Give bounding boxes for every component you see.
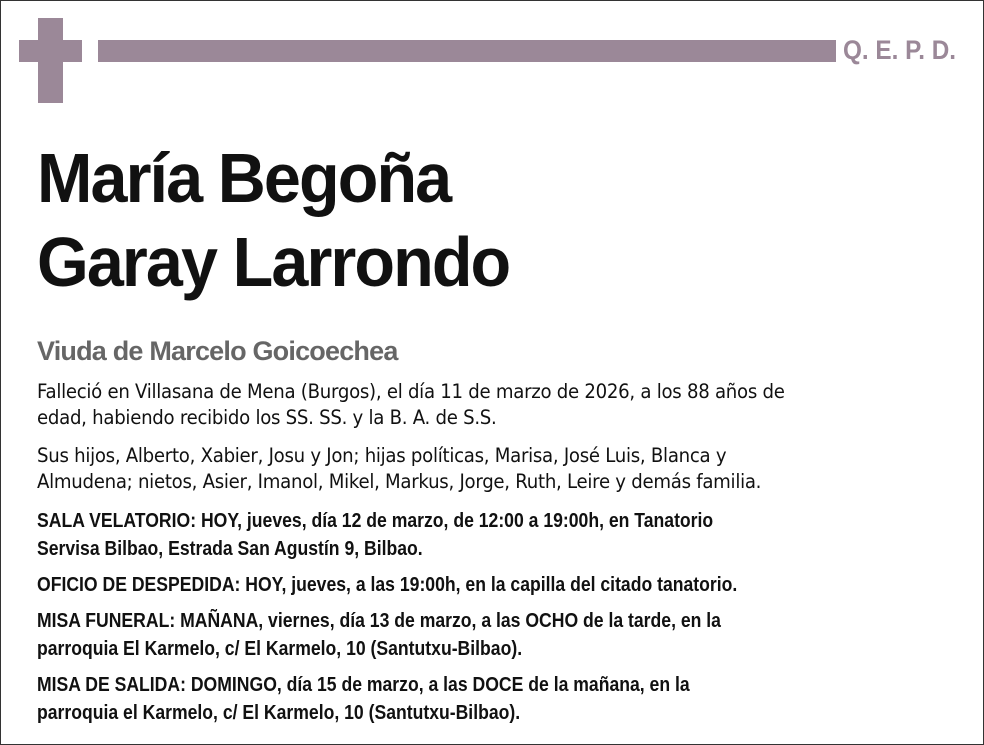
death-paragraph	[37, 379, 967, 431]
deceased-name	[37, 136, 509, 304]
widow-subtitle: Viuda de Marcelo Goicoechea	[37, 336, 398, 366]
service-line: MISA FUNERAL: MAÑANA, viernes, día 13 de marzo, a las OCHO de la tarde, en la	[37, 610, 721, 632]
service-departure-mass	[37, 671, 970, 727]
service-line: OFICIO DE DESPEDIDA: HOY, jueves, a las 19:00h, en la capilla del citado tanatorio.	[37, 574, 738, 596]
name-line-2: Garay Larrondo	[37, 223, 510, 301]
service-line: parroquia El Karmelo, c/ El Karmelo, 10 (Santutxu-Bilbao).	[37, 638, 523, 660]
family-paragraph	[37, 443, 967, 495]
obituary-body	[37, 379, 967, 735]
family-line-2: Almudena; nietos, Asier, Imanol, Mikel, Markus, Jorge, Ruth, Leire y demás familia.	[37, 470, 762, 493]
service-line: parroquia el Karmelo, c/ El Karmelo, 10 (Santutxu-Bilbao).	[37, 702, 521, 724]
service-funeral-mass	[37, 607, 970, 663]
cross-icon-horizontal	[19, 40, 82, 62]
service-line: Servisa Bilbao, Estrada San Agustín 9, Bilbao.	[37, 538, 423, 560]
service-farewell	[37, 571, 970, 599]
qepd-label: Q. E. P. D.	[843, 35, 957, 65]
header-bar	[98, 40, 836, 62]
service-line: SALA VELATORIO: HOY, jueves, día 12 de marzo, de 12:00 a 19:00h, en Tanatorio	[37, 510, 714, 532]
family-line-1: Sus hijos, Alberto, Xabier, Josu y Jon; hijas políticas, Marisa, José Luis, Blanca y	[37, 444, 727, 467]
death-line-2: edad, habiendo recibido los SS. SS. y la B. A. de S.S.	[37, 406, 497, 429]
service-wake	[37, 507, 970, 563]
service-line: MISA DE SALIDA: DOMINGO, día 15 de marzo, a las DOCE de la mañana, en la	[37, 674, 690, 696]
name-line-1: María Begoña	[37, 139, 451, 217]
death-line-1: Falleció en Villasana de Mena (Burgos), el día 11 de marzo de 2026, a los 88 años de	[37, 380, 785, 403]
